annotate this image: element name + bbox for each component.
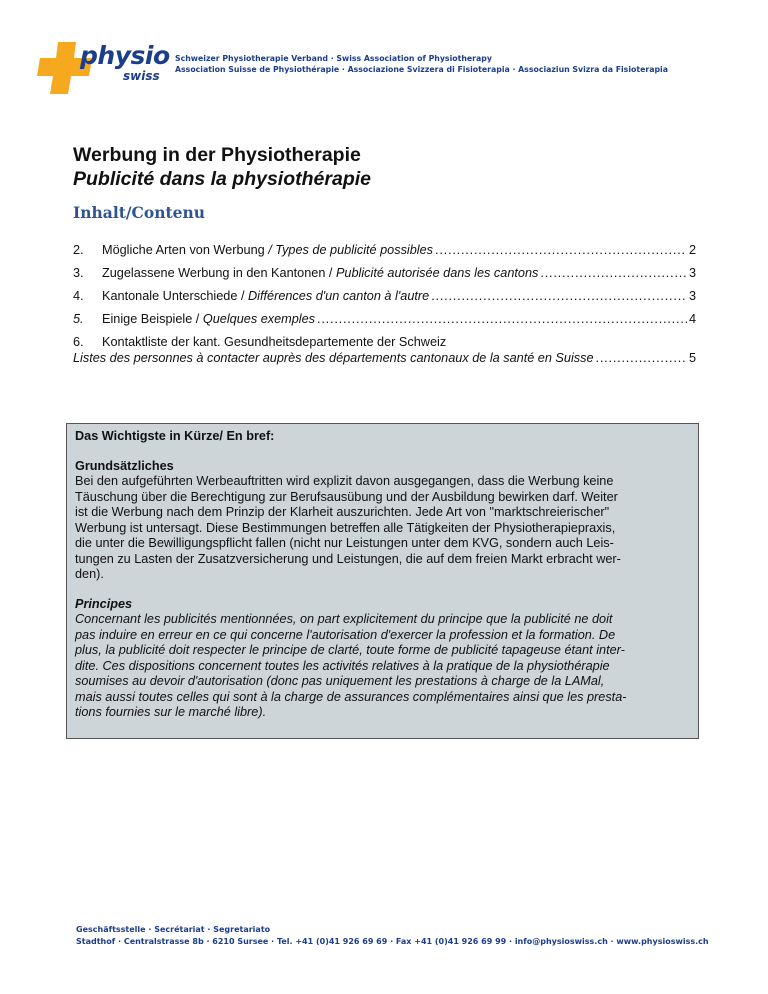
text-line: Täuschung über die Berechtigung zur Berufsausübung und der Ausbildung bewirken darf. Weiter	[75, 489, 618, 504]
logo-wordmark: physio	[80, 41, 170, 70]
toc-item-title-fr: / Types de publicité possibles	[268, 243, 434, 257]
toc-leader	[317, 311, 687, 327]
association-line-2: Association Suisse de Physiothérapie · Associazione Svizzera di Fisioterapia · Associaziun Svizra da Fisioterapia	[175, 65, 668, 74]
text-line: die unter die Bewilligungspflicht fallen (nicht nur Leistungen unter dem KVG, sondern auch Leis-	[75, 536, 614, 550]
text-line: ist die Werbung nach dem Prinzip der Klarheit auszurichten. Jede Art von "marktschreierischer"	[75, 505, 610, 519]
text-line: den).	[75, 567, 104, 581]
title-german: Werbung in der Physiotherapie	[73, 144, 361, 166]
toc-item-title-de: Kontaktliste der kant. Gesundheitsdepartemente der Schweiz	[102, 335, 447, 349]
text-line: soumises au devoir d'autorisation (donc pas uniquement les prestations à charge de la LAMal,	[75, 674, 605, 688]
toc-item-number: 5.	[73, 312, 84, 326]
toc-item-title-de: Einige Beispiele /	[102, 312, 200, 326]
text-line: plus, la publicité doit respecter le principe de clarté, toute forme de publicité tapageuse étant inter-	[75, 643, 625, 657]
association-line-1: Schweizer Physiotherapie Verband · Swiss Association of Physiotherapy	[175, 54, 492, 63]
toc-item-page: 2	[688, 243, 696, 257]
toc-item-title-fr: Quelques exemples	[199, 312, 316, 326]
toc-item-number: 2.	[73, 243, 84, 257]
toc-leader	[431, 288, 687, 304]
toc-item-number: 4.	[73, 289, 84, 303]
text-line: tungen zu Lasten der Zusatzversicherung und Leistungen, die auf dem freien Markt erbracht wer-	[75, 551, 621, 566]
toc-item-title	[102, 242, 433, 258]
physioswiss-logo	[36, 40, 171, 96]
toc-item[interactable]	[73, 334, 696, 350]
summary-box	[66, 423, 699, 739]
toc-item-title-fr: Différences d'un canton à l'autre	[244, 289, 430, 303]
text-line: dite. Ces dispositions concernent toutes les activités relatives à la pratique de la physiothérapie	[75, 658, 610, 673]
toc-item[interactable]	[73, 265, 696, 281]
toc-item-page: 5	[688, 351, 696, 365]
toc-item-title	[102, 311, 315, 327]
toc-heading: Inhalt/Contenu	[73, 203, 206, 222]
principles-heading-de: Grundsätzliches	[75, 458, 174, 473]
title-french: Publicité dans la physiothérapie	[73, 168, 371, 190]
principles-heading-fr: Principes	[75, 596, 133, 611]
toc-item[interactable]	[73, 311, 696, 327]
logo-subtitle: swiss	[123, 69, 160, 83]
toc-item-title-de: Zugelassene Werbung in den Kantonen /	[102, 266, 333, 280]
toc-item[interactable]	[73, 288, 696, 304]
toc-leader	[596, 350, 687, 366]
text-line: Werbung ist untersagt. Diese Bestimmungen betreffen alle Tätigkeiten der Physiotherapiepraxis,	[75, 520, 616, 535]
toc-leader	[435, 242, 687, 258]
toc-item-page: 4	[688, 312, 696, 326]
summary-title: Das Wichtigste in Kürze/ En bref:	[75, 429, 275, 443]
text-line: Bei den aufgeführten Werbeauftritten wird explizit davon ausgegangen, dass die Werbung keine	[75, 474, 614, 488]
toc-item-title-fr: Listes des personnes à contacter auprès des départements cantonaux de la santé en Suisse	[73, 351, 594, 365]
toc-item-page: 3	[688, 289, 696, 303]
text-line: mais aussi toutes celles qui sont à la charge de assurances complémentaires ainsi que les presta-	[75, 689, 627, 704]
toc-item-number: 3.	[73, 266, 84, 280]
footer-address	[76, 924, 709, 948]
toc-item-title-de: Kantonale Unterschiede /	[102, 289, 245, 303]
toc-item-number: 6.	[73, 335, 84, 349]
toc-leader	[540, 265, 687, 281]
toc-item-page: 3	[688, 266, 696, 280]
toc-item[interactable]	[73, 242, 696, 258]
toc-item-title	[102, 288, 429, 304]
footer-office: Geschäftsstelle · Secrétariat · Segretariato	[76, 925, 271, 934]
document-title	[73, 143, 371, 191]
toc-item-continuation[interactable]	[73, 350, 696, 366]
text-line: tions fournies sur le marché libre).	[75, 705, 267, 719]
principles-text-fr	[75, 612, 690, 721]
principles-text-de	[75, 474, 690, 583]
association-names	[175, 53, 668, 75]
letterhead	[36, 40, 736, 100]
toc-item-title-de: Mögliche Arten von Werbung	[102, 243, 265, 257]
footer-contact: Stadthof · Centralstrasse 8b · 6210 Sursee · Tel. +41 (0)41 926 69 69 · Fax +41 (0)41 926 69 99 · info@physioswiss.ch · www.physioswiss.ch	[76, 937, 709, 946]
toc-item-title	[102, 265, 538, 281]
toc-item-title-fr: Publicité autorisée dans les cantons	[332, 266, 539, 280]
text-line: pas induire en erreur en ce qui concerne l'autorisation d'exercer la profession et la formation. De	[75, 627, 616, 642]
text-line: Concernant les publicités mentionnées, on part explicitement du principe que la publicité ne doit	[75, 612, 613, 626]
